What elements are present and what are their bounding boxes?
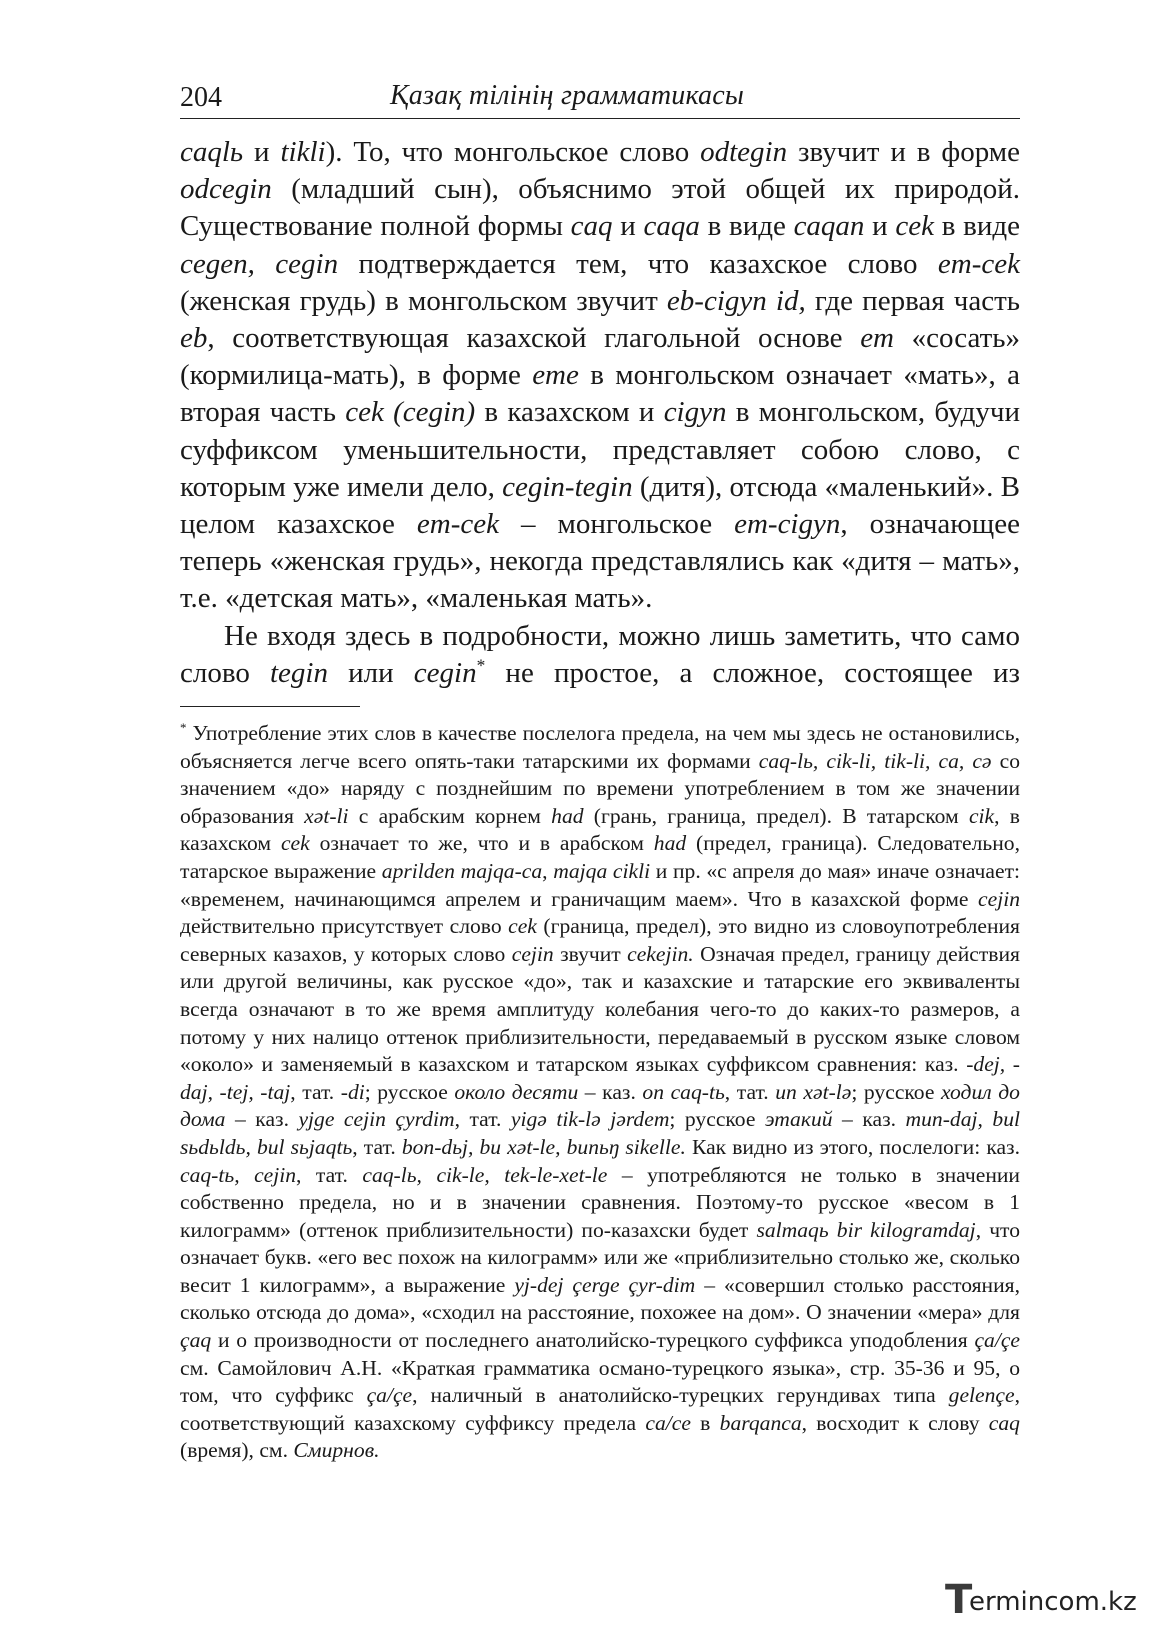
term: tikli (280, 136, 326, 168)
text-run: в виде (699, 210, 794, 243)
term: cek (508, 914, 537, 939)
footnote-paragraph (180, 720, 1020, 1465)
text-run: и (864, 210, 896, 243)
watermark-logo-letter: T (945, 1577, 973, 1623)
main-text (180, 134, 1020, 692)
text-run: Как видно из этого, послелоги: каз. (685, 1134, 1020, 1159)
term: caq-lь, cik-le, tek-le-xet-le (362, 1162, 608, 1187)
text-run: Означая предел, границу действия или другой величины, как русское «до», так и казахские и татарские его эквиваленты всегда означают в то же время амплитуду колебания чего-то до каких-то размеров, а потому у них налицо оттенок приблизительности, передаваемый в русском языке словом «около» и заменяемый в казахском и татарском языках суффиксом сравнения: каз. - (180, 941, 1020, 1077)
term: yjge cejin çyrdim (298, 1107, 455, 1132)
text-run: (младший сын), объяснимо этой общей их природой. Существование полной формы (180, 173, 1020, 243)
term: eme (532, 359, 579, 392)
term: cek (cegin) (345, 396, 476, 429)
term: em-cek (416, 508, 499, 541)
text-run: (женская грудь) в монгольском звучит (180, 284, 667, 317)
term: caq (570, 210, 613, 243)
text-run: , что означает букв. «его вес похож на килограмм» или же «приблизительно столько же, сколько весит 1 килограмм», а выражение (180, 1217, 1021, 1297)
text-run: в монгольском означает «мать», а вторая часть (180, 359, 1021, 429)
term: mun-daj, bul sьdьldь, bul sьjaqtь (180, 1107, 1020, 1159)
term: tegin (269, 656, 328, 689)
termincom-watermark-logo[interactable] (945, 1578, 1145, 1622)
term: di (347, 1079, 365, 1104)
text-run: , восходит к слову (801, 1410, 989, 1435)
footnote-marker[interactable]: * (476, 655, 486, 676)
term: cegen, cegin (180, 247, 339, 280)
text-run: ; русское (851, 1079, 941, 1104)
term: em-cigyn (734, 508, 841, 541)
term: caq (988, 1410, 1020, 1435)
text-run: , соответствующий казахскому суффиксу предела (180, 1383, 1020, 1435)
text-run: ; русское (669, 1107, 765, 1132)
footnote-separator (180, 706, 360, 707)
text-run: – каз. (832, 1107, 906, 1132)
term: un xət-lə (775, 1079, 852, 1104)
text-run: Употребление этих слов в качестве послелога предела, на чем мы здесь не остановились, объясняется легче всего опять-таки татарскими их формами (180, 721, 1020, 773)
term: cejin (978, 886, 1020, 911)
page-number: 204 (180, 82, 222, 113)
text-run: звучит (553, 941, 628, 966)
term: caqan (793, 210, 865, 243)
term: salmaqь bir kilogramdaj (756, 1217, 976, 1242)
text-run: , тат. - (290, 1079, 348, 1104)
text-run: не простое, а сложное, состоящее из (485, 656, 1021, 689)
term: caqlь (180, 136, 244, 168)
term: eb (180, 322, 208, 355)
term: cekejin. (627, 941, 694, 966)
paragraph (180, 134, 1020, 618)
term: caq-lь, cik-li, tik-li, ca, cə (758, 748, 992, 773)
text-run: ). То, что монгольское слово (325, 136, 701, 168)
term: yj-dej çerge çyr-dim (514, 1272, 696, 1297)
text-run: со значением «до» наряду с позднейшим по времени употреблением в том же значении образования (180, 748, 1020, 828)
term: eb-cigyn id, (666, 284, 806, 317)
text-run: см. Самойлович А.Н. «Краткая грамматика османо-турецкого языка», стр. 35-36 и 95, о том, что суффикс (180, 1355, 1020, 1408)
term: около десяти (454, 1079, 579, 1104)
text-run: где первая часть (805, 284, 1020, 317)
term: odcegin (180, 173, 272, 206)
text-run: , тат. (724, 1079, 776, 1104)
text-run: (грань, граница, предел). В татарском (583, 803, 969, 828)
watermark-logo-text: ermincom.kz (969, 1587, 1137, 1617)
term: ходил до дома (180, 1079, 1020, 1132)
term: ça/çe (366, 1383, 413, 1408)
text-run: (граница, предел), это видно из словоупотребления северных казахов, у которых слово (180, 914, 1020, 966)
term: aprilden majqa-ca (381, 858, 543, 883)
text-run: – «совершил столько расстояния, сколько отсюда до дома», «сходил на расстояние, похожее на дом». О значении «мера» для (180, 1272, 1020, 1325)
term: cegin-tegin (502, 470, 633, 503)
text-run: , означающее теперь «женская грудь», некогда представлялись как «дитя – мать», т.е. «детская мать», «маленькая мать». (180, 508, 1021, 615)
text-run: – монгольское (499, 508, 735, 541)
term: cejin (511, 941, 554, 966)
text-run: в монгольском, будучи суффиксом уменьшительности, представляет собою слово, с которым уже имели дело, (180, 396, 1021, 503)
term: barqanca (719, 1410, 802, 1435)
term: ca/ce (645, 1410, 691, 1435)
term: em-cek (937, 247, 1020, 280)
text-run: звучит и в форме (787, 136, 1020, 168)
term: cigyn (663, 396, 727, 429)
text-run: , в казахском (180, 803, 1020, 856)
text-run: – каз. (225, 1107, 299, 1132)
text-run: с арабским корнем (348, 803, 552, 828)
term: xət-li (304, 803, 349, 828)
term: caqa (643, 210, 700, 243)
term: odtegin (700, 136, 788, 168)
text-run: , соответствующая казахской глагольной основе (207, 322, 861, 355)
term: had (551, 803, 584, 828)
text-run: Не входя здесь в подробности, можно лишь заметить, что само слово (180, 619, 1020, 689)
text-run: , тат. (352, 1134, 402, 1159)
text-run: действительно присутствует слово (180, 914, 509, 939)
term: gelençe (948, 1383, 1015, 1408)
text-run: , (542, 858, 554, 883)
text-run: (предел, граница). Следовательно, татарское выражение (180, 831, 1020, 883)
text-run: подтверждается тем, что казахское слово (338, 247, 938, 280)
term: caq-tь, cejin (180, 1162, 297, 1187)
footnote (180, 720, 1020, 1465)
text-run: и (612, 210, 644, 243)
term: had (653, 831, 687, 856)
term: этакий (764, 1107, 833, 1132)
term: cek (280, 831, 310, 856)
running-title: Қазақ тілінің грамматикасы (390, 80, 745, 111)
term: cik (968, 803, 995, 828)
term: em (860, 322, 895, 355)
term: dej, -daj, -tej, -taj (180, 1052, 1021, 1104)
text-run: в виде (934, 210, 1020, 243)
page-header (180, 78, 1020, 119)
text-run: , наличный в анатолийско-турецких герундивах типа (412, 1383, 949, 1408)
text-run: ; русское (364, 1079, 455, 1104)
text-run: означает то же, что и в арабском (309, 831, 654, 856)
term: cek (895, 210, 935, 243)
term: bon-dьj, bu xət-le, bunьŋ sikelle. (401, 1134, 686, 1159)
text-run: (время), см. (180, 1438, 294, 1463)
text-run: , тат. (296, 1162, 363, 1187)
text-run: и пр. «с апреля до мая» иначе означает: «временем, начинающимся апрелем и граничащим маем». Что в казахской форме (180, 858, 1021, 911)
term: on caq-tь (642, 1079, 725, 1104)
text-run: или (327, 656, 414, 689)
text-run: – каз. (578, 1079, 643, 1104)
paragraph (180, 618, 1020, 692)
text-run: и (243, 136, 281, 168)
footnote-mark: * (180, 719, 187, 735)
term: cegin (413, 656, 477, 689)
term: ça/çe (974, 1328, 1020, 1353)
term: majqa cikli (553, 858, 651, 883)
text-run: и о производности от последнего анатолийско-турецкого суффикса уподобления (211, 1328, 975, 1353)
text-run: «сосать» (кормилица-мать), в форме (180, 322, 1020, 392)
text-run: в казахском и (475, 396, 664, 429)
text-run: , тат. (454, 1107, 511, 1132)
text-run: – употребляются не только в значении собственно предела, но и в значении сравнения. Поэтому-то русское «весом в 1 килограмм» (оттенок приблизительности) по-казахски будет (180, 1162, 1020, 1242)
term: Смирнов. (293, 1438, 380, 1463)
text-run: в (690, 1410, 720, 1435)
term: çaq (180, 1328, 212, 1353)
term: yigə tik-lə jərdem (510, 1107, 670, 1132)
text-run: (дитя), отсюда «маленький». В целом казахское (180, 470, 1020, 541)
